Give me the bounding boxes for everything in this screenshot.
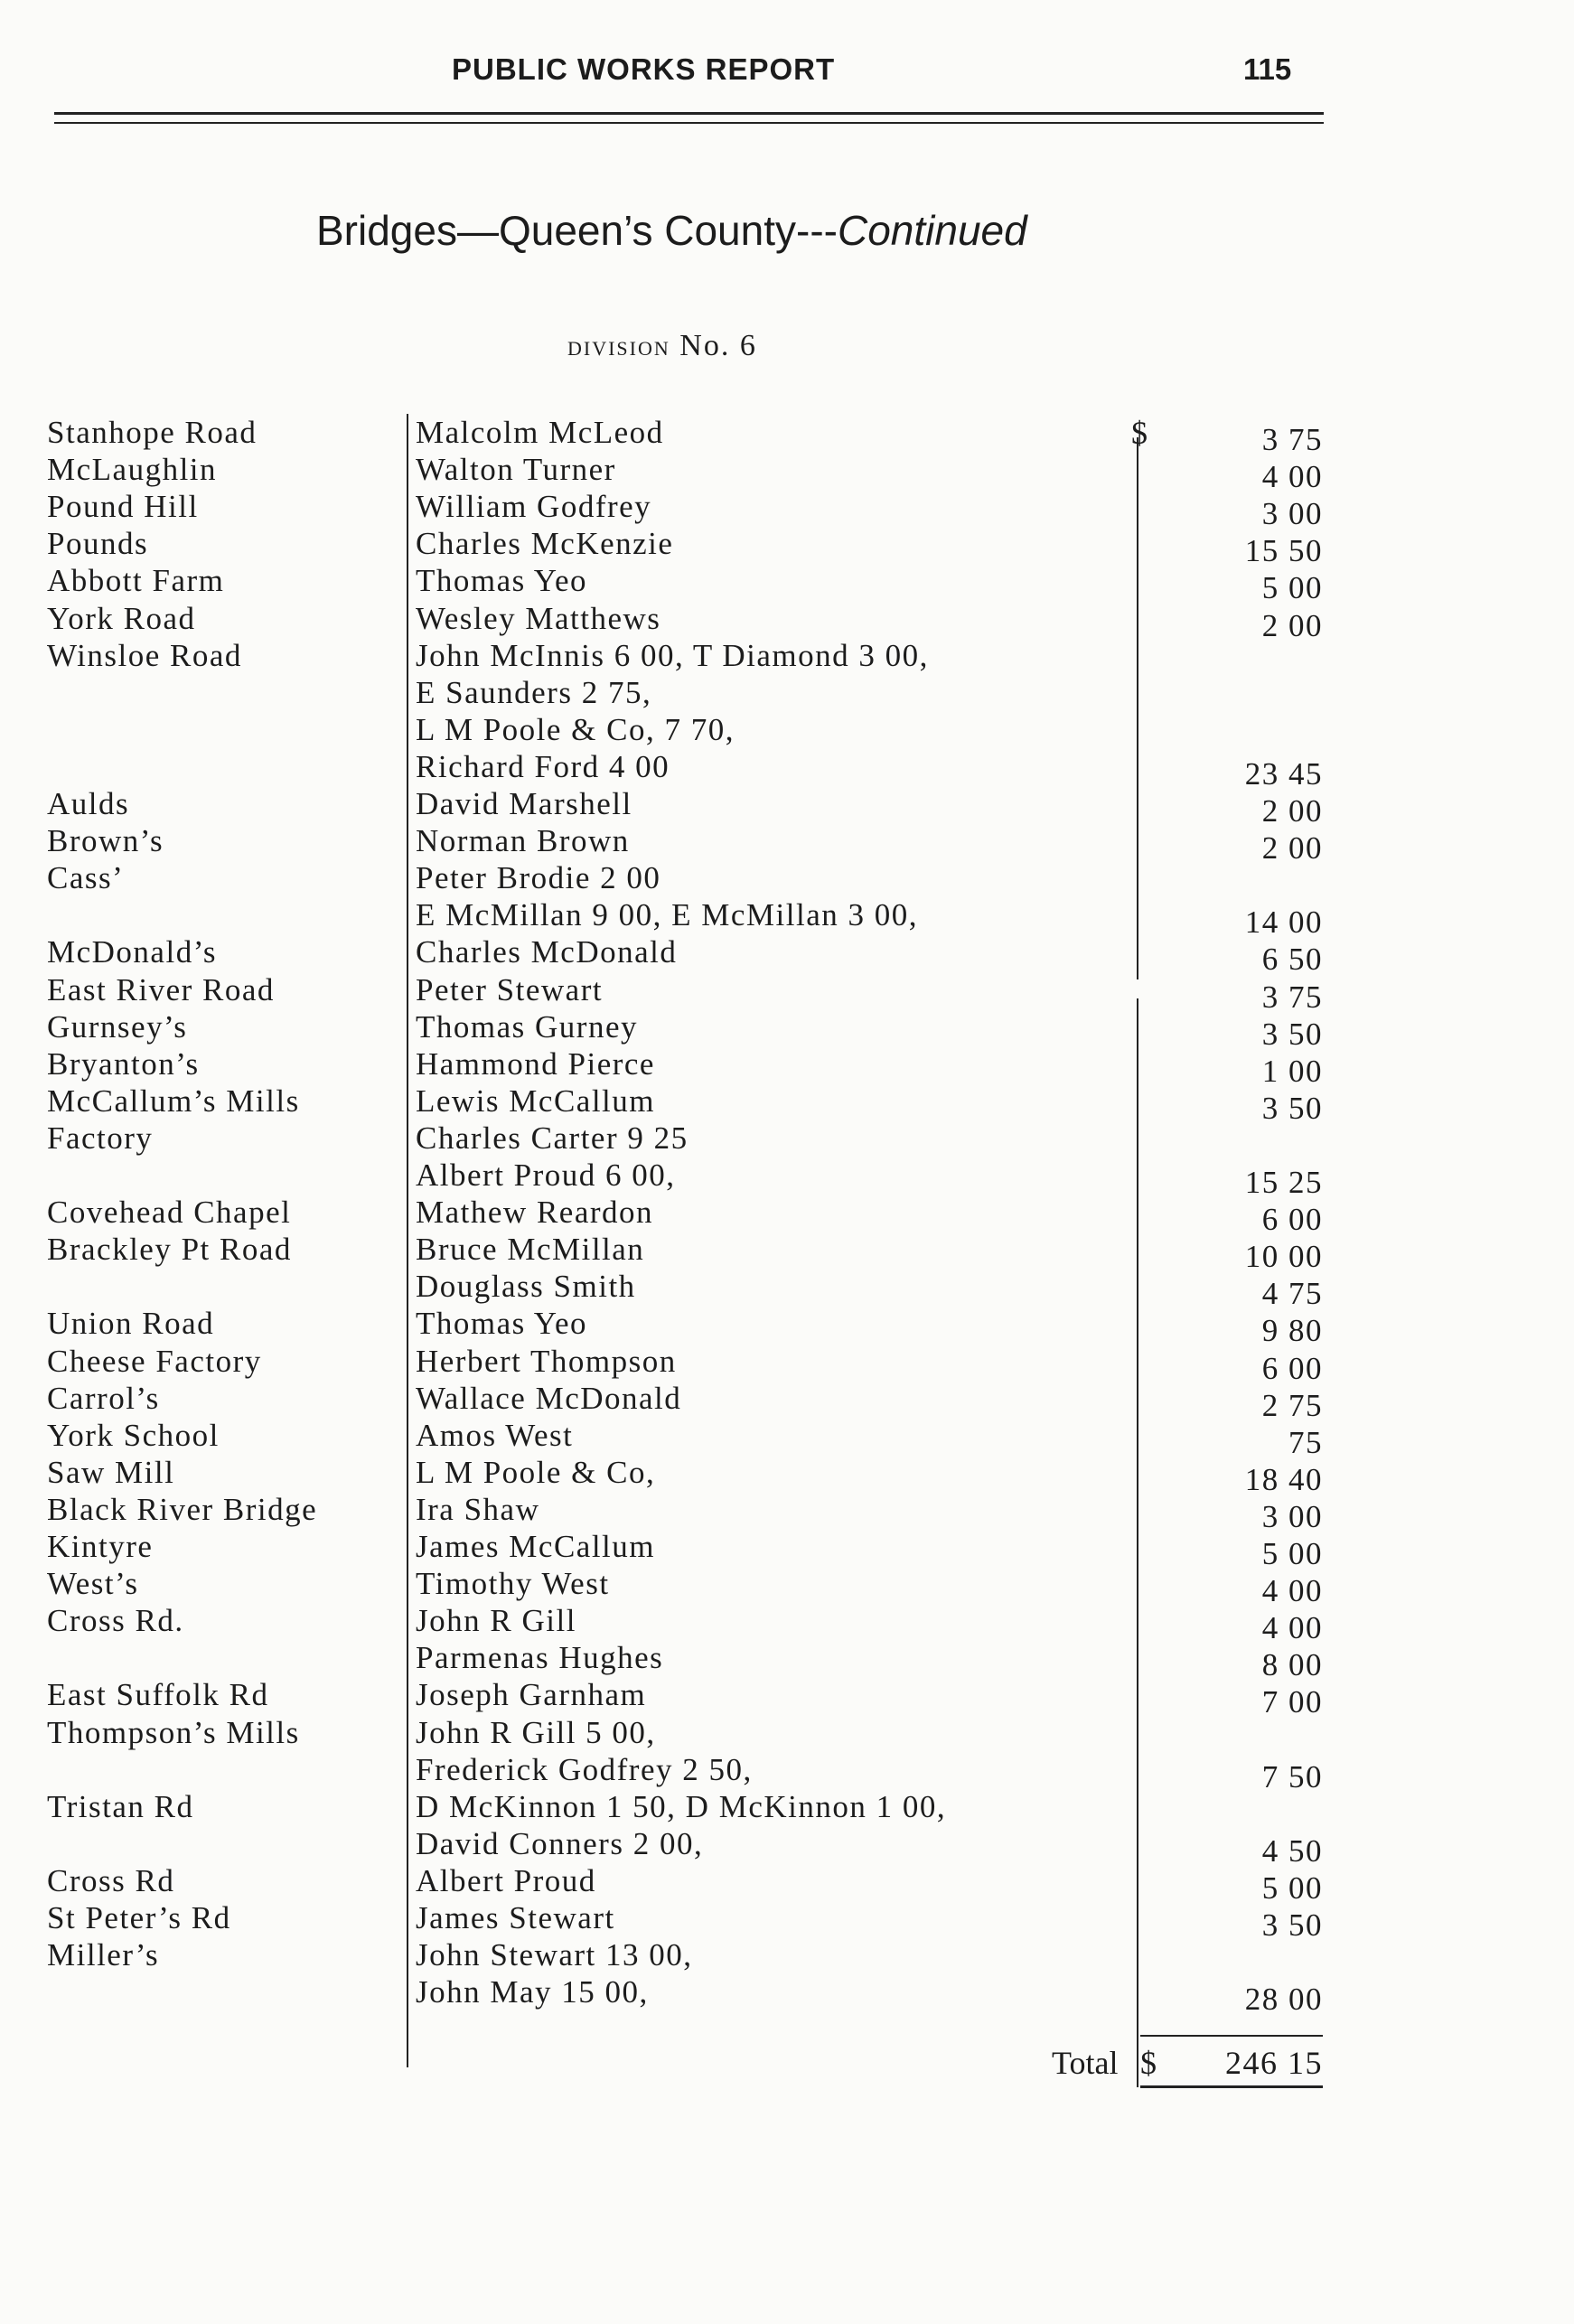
- amount-cell: 8 00: [1261, 1647, 1323, 1683]
- amount-cell: 23 45: [1244, 755, 1323, 792]
- table-row: [0, 1082, 1574, 1126]
- payee-cell: William Godfrey: [416, 489, 652, 525]
- payee-cell: John R Gill 5 00,: [416, 1714, 656, 1750]
- payee-cell: L M Poole & Co, 7 70,: [416, 711, 735, 747]
- location-cell: East River Road: [47, 971, 275, 1007]
- table-row: [0, 1120, 1574, 1157]
- table-row: [0, 1825, 1574, 1869]
- amount-cell: 14 00: [1244, 904, 1323, 941]
- amount-cell: 2 75: [1261, 1387, 1323, 1423]
- location-cell: McDonald’s: [47, 934, 218, 970]
- location-cell: West’s: [47, 1566, 139, 1602]
- location-cell: Black River Bridge: [47, 1491, 318, 1527]
- payee-cell: Douglass Smith: [416, 1269, 636, 1305]
- location-cell: Cross Rd.: [47, 1603, 184, 1639]
- header-rule-bottom: [54, 122, 1324, 124]
- amount-cell: 10 00: [1244, 1239, 1323, 1275]
- location-cell: Stanhope Road: [47, 415, 258, 450]
- payee-cell: Parmenas Hughes: [416, 1640, 664, 1676]
- payee-cell: Malcolm McLeod: [416, 415, 664, 450]
- table-row: [0, 1157, 1574, 1200]
- table-row: [0, 1380, 1574, 1423]
- table-row: [0, 600, 1574, 643]
- amount-cell: 3 75: [1261, 422, 1323, 457]
- payee-cell: Timothy West: [416, 1566, 610, 1602]
- table-row: [0, 1639, 1574, 1683]
- total-label: Total: [1052, 2045, 1119, 2081]
- amount-cell: 4 50: [1261, 1832, 1323, 1869]
- amount-cell: 75: [1288, 1424, 1323, 1460]
- payee-cell: Albert Proud 6 00,: [416, 1157, 676, 1193]
- division-number: No. 6: [679, 329, 757, 362]
- location-cell: Thompson’s Mills: [47, 1714, 300, 1750]
- table-row: [0, 971, 1574, 1015]
- section-title-continued: Continued: [837, 207, 1027, 254]
- location-cell: Pound Hill: [47, 489, 199, 525]
- amount-cell: 3 00: [1261, 1498, 1323, 1534]
- amount-cell: 4 00: [1261, 1573, 1323, 1609]
- table-row: [0, 488, 1574, 532]
- table-row: [0, 1417, 1574, 1460]
- payee-cell: John R Gill: [416, 1603, 576, 1639]
- total-rule-top: [1140, 2035, 1323, 2037]
- location-cell: Miller’s: [47, 1937, 160, 1973]
- page-number: 115: [1243, 52, 1292, 86]
- table-row: [0, 748, 1574, 792]
- location-cell: Pounds: [47, 526, 149, 562]
- table-row: [0, 1008, 1574, 1052]
- location-cell: Aulds: [47, 786, 130, 821]
- table-row: [0, 562, 1574, 606]
- table-row: [0, 1973, 1574, 2018]
- location-cell: East Suffolk Rd: [47, 1677, 269, 1713]
- amount-cell: 7 00: [1261, 1684, 1323, 1720]
- location-cell: Abbott Farm: [47, 563, 225, 599]
- location-cell: Brown’s: [47, 823, 164, 859]
- payee-cell: Walton Turner: [416, 452, 616, 488]
- table-row: [0, 451, 1574, 495]
- amount-cell: 28 00: [1244, 1982, 1323, 2018]
- dollar-sign: $: [1131, 415, 1148, 451]
- payee-cell: Thomas Yeo: [416, 563, 588, 599]
- amount-cell: 4 00: [1261, 459, 1323, 495]
- amount-cell: 2 00: [1261, 607, 1323, 643]
- table-row: [0, 674, 1574, 712]
- division-word: division: [567, 329, 670, 361]
- location-cell: Carrol’s: [47, 1380, 160, 1416]
- payee-cell: John McInnis 6 00, T Diamond 3 00,: [416, 637, 929, 673]
- payee-cell: James Stewart: [416, 1900, 615, 1935]
- total-rule-vertical: [1137, 2040, 1138, 2087]
- header-rule-top: [54, 112, 1324, 115]
- location-cell: Cheese Factory: [47, 1343, 262, 1379]
- payee-cell: David Conners 2 00,: [416, 1825, 704, 1861]
- payee-cell: Ira Shaw: [416, 1491, 540, 1527]
- amount-cell: 15 50: [1244, 533, 1323, 569]
- location-cell: Union Road: [47, 1306, 215, 1342]
- location-cell: Kintyre: [47, 1529, 154, 1564]
- location-cell: St Peter’s Rd: [47, 1900, 231, 1935]
- amount-cell: 6 50: [1261, 942, 1323, 978]
- amount-cell: 4 00: [1261, 1610, 1323, 1646]
- payee-cell: E McMillan 9 00, E McMillan 3 00,: [416, 897, 918, 933]
- table-row: [0, 1343, 1574, 1386]
- payee-cell: John Stewart 13 00,: [416, 1937, 693, 1973]
- amount-cell: 3 50: [1261, 1090, 1323, 1126]
- table-row: [0, 637, 1574, 675]
- amount-cell: 5 00: [1261, 1536, 1323, 1571]
- location-cell: Factory: [47, 1120, 154, 1156]
- table-row: [0, 933, 1574, 978]
- payee-cell: John May 15 00,: [416, 1974, 649, 2010]
- payee-cell: James McCallum: [416, 1529, 655, 1564]
- table-row: [0, 525, 1574, 569]
- amount-cell: 18 40: [1244, 1461, 1323, 1497]
- total-amount: 246 15: [1225, 2045, 1323, 2081]
- payee-cell: Herbert Thompson: [416, 1343, 677, 1379]
- table-row: [0, 1602, 1574, 1646]
- location-cell: Saw Mill: [47, 1454, 175, 1490]
- table-row: [0, 1751, 1574, 1795]
- payee-cell: Hammond Pierce: [416, 1045, 655, 1082]
- amount-cell: 2 00: [1261, 793, 1323, 829]
- total-rule-bottom: [1140, 2085, 1323, 2088]
- location-cell: Gurnsey’s: [47, 1008, 188, 1045]
- location-cell: McCallum’s Mills: [47, 1082, 300, 1119]
- table-row: [0, 1565, 1574, 1609]
- payee-cell: Amos West: [416, 1417, 574, 1453]
- payee-cell: Mathew Reardon: [416, 1195, 654, 1231]
- payee-cell: D McKinnon 1 50, D McKinnon 1 00,: [416, 1788, 947, 1824]
- table-row: [0, 1268, 1574, 1312]
- amount-cell: 6 00: [1261, 1350, 1323, 1386]
- table-row: [0, 1899, 1574, 1943]
- amount-cell: 4 75: [1261, 1276, 1323, 1312]
- table-row: [0, 1194, 1574, 1238]
- amount-cell: 3 50: [1261, 1907, 1323, 1943]
- table-row: [0, 1528, 1574, 1571]
- table-row: [0, 859, 1574, 897]
- table-row: [0, 1231, 1574, 1275]
- location-cell: Cass’: [47, 860, 125, 896]
- payee-cell: Thomas Gurney: [416, 1008, 638, 1045]
- amount-cell: 7 50: [1261, 1758, 1323, 1795]
- payee-cell: Thomas Yeo: [416, 1306, 588, 1342]
- running-title: PUBLIC WORKS REPORT: [452, 52, 836, 86]
- table-row: [0, 1045, 1574, 1089]
- location-cell: York Road: [47, 600, 196, 636]
- table-row: [0, 822, 1574, 867]
- amount-cell: 5 00: [1261, 1870, 1323, 1906]
- table-row: [0, 414, 1574, 457]
- location-cell: Covehead Chapel: [47, 1195, 292, 1231]
- payee-cell: Richard Ford 4 00: [416, 748, 670, 784]
- payee-cell: Charles Carter 9 25: [416, 1120, 689, 1156]
- table-row: [0, 785, 1574, 829]
- table-row: [0, 1936, 1574, 1974]
- table-row: [0, 1714, 1574, 1752]
- section-title: [316, 206, 1027, 255]
- section-title-main: Bridges—Queen’s County---: [316, 207, 838, 254]
- table-row: [0, 896, 1574, 941]
- payee-cell: Lewis McCallum: [416, 1082, 655, 1119]
- payee-cell: Wesley Matthews: [416, 600, 661, 636]
- total-dollar-sign: $: [1140, 2045, 1157, 2081]
- table-row: [0, 1491, 1574, 1534]
- table-row: [0, 1862, 1574, 1906]
- payee-cell: Albert Proud: [416, 1862, 596, 1898]
- location-cell: Brackley Pt Road: [47, 1232, 292, 1268]
- payee-cell: Wallace McDonald: [416, 1380, 682, 1416]
- payee-cell: Charles McKenzie: [416, 526, 674, 562]
- payee-cell: Peter Brodie 2 00: [416, 860, 661, 896]
- payee-cell: David Marshell: [416, 786, 632, 821]
- table-row: [0, 1676, 1574, 1720]
- payee-cell: Frederick Godfrey 2 50,: [416, 1751, 753, 1787]
- payee-cell: Peter Stewart: [416, 971, 604, 1007]
- table-row: [0, 1454, 1574, 1497]
- payee-cell: Joseph Garnham: [416, 1677, 647, 1713]
- location-cell: York School: [47, 1417, 220, 1453]
- amount-cell: 3 75: [1261, 979, 1323, 1015]
- payee-cell: L M Poole & Co,: [416, 1454, 656, 1490]
- table-row: [0, 711, 1574, 749]
- location-cell: McLaughlin: [47, 452, 218, 488]
- location-cell: Winsloe Road: [47, 637, 242, 673]
- amount-cell: 5 00: [1261, 570, 1323, 606]
- table-row: [0, 1788, 1574, 1826]
- location-cell: Tristan Rd: [47, 1788, 194, 1824]
- division-heading: [567, 329, 757, 363]
- payee-cell: Norman Brown: [416, 823, 630, 859]
- amount-cell: 15 25: [1244, 1165, 1323, 1200]
- amount-cell: 2 00: [1261, 830, 1323, 867]
- payee-cell: Bruce McMillan: [416, 1232, 645, 1268]
- amount-cell: 6 00: [1261, 1202, 1323, 1238]
- payee-cell: E Saunders 2 75,: [416, 674, 652, 710]
- location-cell: Bryanton’s: [47, 1045, 200, 1082]
- amount-cell: 3 00: [1261, 496, 1323, 532]
- amount-cell: 3 50: [1261, 1016, 1323, 1052]
- payee-cell: Charles McDonald: [416, 934, 678, 970]
- location-cell: Cross Rd: [47, 1862, 175, 1898]
- table-row: [0, 1305, 1574, 1349]
- amount-cell: 1 00: [1261, 1053, 1323, 1089]
- amount-cell: 9 80: [1261, 1313, 1323, 1349]
